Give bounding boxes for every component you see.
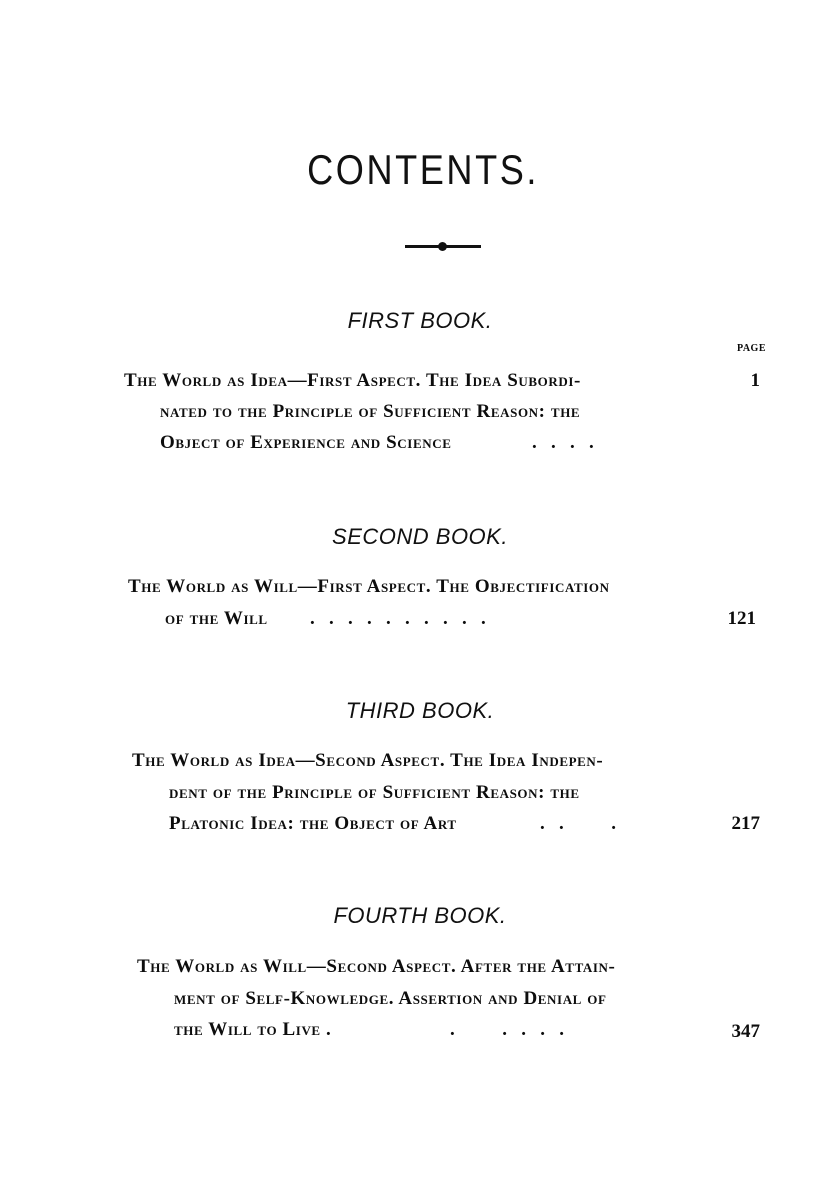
- dot-leader: . . . .: [532, 432, 594, 453]
- toc-entry-line: of the Will: [165, 608, 268, 629]
- toc-entry-line: The World as Idea—Second Aspect. The Idea Indepen-: [132, 750, 604, 771]
- page-number-fourth-book: 347: [731, 1021, 760, 1042]
- page-number-first-book: 1: [750, 370, 760, 391]
- toc-entry-line: The World as Will—Second Aspect. After the Attain-: [137, 956, 616, 977]
- toc-entry-line: Object of Experience and Science: [160, 432, 452, 453]
- dot-leader: . . . . . . . . . .: [310, 608, 486, 629]
- page-number-third-book: 217: [731, 813, 760, 834]
- toc-entry-line: The World as Will—First Aspect. The Objectification: [128, 576, 610, 597]
- ornament-divider: [405, 240, 481, 252]
- book-heading-third: THIRD BOOK.: [345, 698, 495, 723]
- toc-entry-line: Platonic Idea: the Object of Art: [169, 813, 457, 834]
- toc-entry-line: the Will to Live .: [174, 1019, 332, 1040]
- page-column-label: PAGE: [736, 343, 766, 354]
- dot-leader: . . .: [540, 813, 616, 834]
- book-heading-fourth: FOURTH BOOK.: [333, 903, 507, 928]
- toc-entry-line: The World as Idea—First Aspect. The Idea Subordi-: [124, 370, 581, 391]
- dot-leader: . . . . .: [450, 1019, 564, 1040]
- page-number-second-book: 121: [727, 608, 756, 629]
- book-heading-first: FIRST BOOK.: [347, 308, 493, 333]
- toc-entry-line: ment of Self-Knowledge. Assertion and Denial of: [174, 988, 607, 1009]
- toc-entry-line: dent of the Principle of Sufficient Reason: the: [169, 782, 580, 803]
- toc-entry-line: nated to the Principle of Sufficient Reason: the: [160, 401, 581, 422]
- book-heading-second: SECOND BOOK.: [332, 524, 508, 549]
- ornament-dot: [438, 242, 447, 251]
- page-title: CONTENTS.: [307, 146, 540, 193]
